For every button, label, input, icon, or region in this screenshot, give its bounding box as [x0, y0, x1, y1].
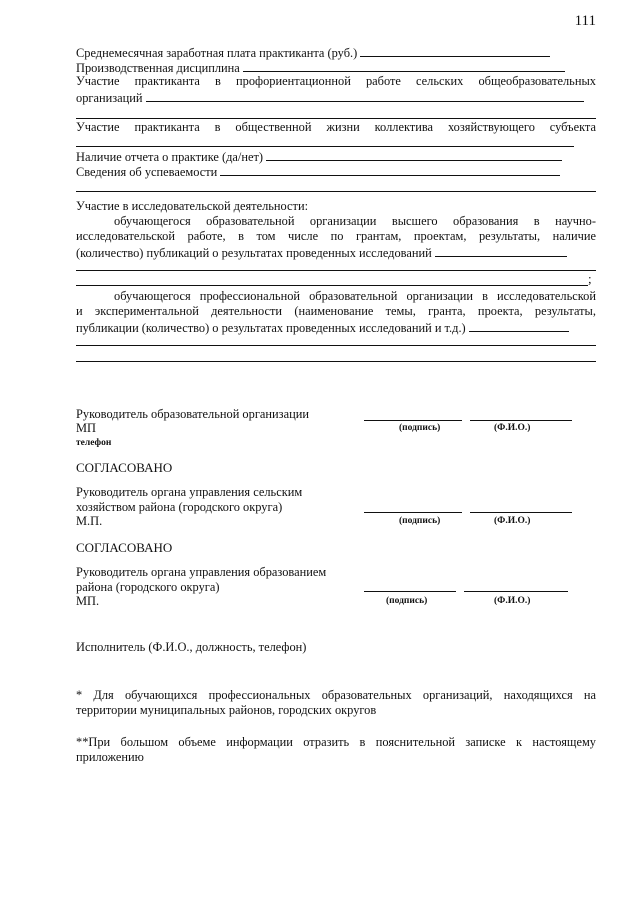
blank-line[interactable] — [76, 270, 596, 271]
blank-line[interactable] — [76, 345, 596, 346]
salary-label: Среднемесячная заработная плата практиканта (руб.) — [76, 46, 358, 60]
signature-caption: (подпись) — [399, 423, 441, 433]
signature-line[interactable] — [364, 512, 462, 513]
report-blank[interactable] — [266, 148, 562, 161]
phone-label: телефон — [76, 438, 112, 448]
footnote-2-line-1: **При большом объеме информации отразить в пояснительной записке к настоящему — [76, 735, 596, 749]
agri-title-line-1: Руководитель органа управления сельским — [76, 485, 303, 499]
performance-label: Сведения об успеваемости — [76, 165, 218, 179]
career-line-1: Участие практиканта в профориентационной работе сельских общеобразовательных — [76, 74, 596, 88]
fio-caption: (Ф.И.О.) — [494, 423, 531, 433]
research-higher-row-3 — [76, 244, 596, 261]
edu-title-line-1: Руководитель органа управления образованием — [76, 565, 327, 579]
research-higher-line-1: обучающегося образовательной организации высшего образования в научно- — [114, 214, 596, 228]
agreed-heading: СОГЛАСОВАНО — [76, 540, 173, 555]
blank-line[interactable] — [76, 191, 596, 192]
report-label: Наличие отчета о практике (да/нет) — [76, 150, 264, 164]
career-label-2: организаций — [76, 91, 143, 105]
fio-caption: (Ф.И.О.) — [494, 516, 531, 526]
career-blank[interactable] — [146, 89, 584, 102]
signature-line[interactable] — [364, 591, 456, 592]
executor-label: Исполнитель (Ф.И.О., должность, телефон) — [76, 640, 307, 654]
salary-blank[interactable] — [360, 44, 550, 57]
signature-caption: (подпись) — [399, 516, 441, 526]
career-row-2 — [76, 89, 596, 106]
research-prof-line-1: обучающегося профессиональной образовательной организации в исследовательской — [114, 289, 596, 303]
blank-line[interactable] — [76, 118, 596, 119]
footnote-2-line-2: приложению — [76, 750, 144, 764]
footnote-1-line-2: территории муниципальных районов, городских округов — [76, 703, 377, 717]
research-prof-line-2: и экспериментальной деятельности (наименование темы, гранта, проекта, результаты, — [76, 304, 596, 318]
research-higher-line-2: исследовательской работе, в том числе по грантам, проектам, результаты, наличие — [76, 229, 596, 243]
mp-label: М.П. — [76, 514, 103, 528]
discipline-label: Производственная дисциплина — [76, 61, 240, 75]
research-prof-blank[interactable] — [469, 319, 569, 332]
research-higher-blank[interactable] — [435, 244, 567, 257]
performance-row — [76, 163, 596, 180]
social-label: Участие практиканта в общественной жизни коллектива хозяйствующего субъекта — [76, 120, 596, 134]
fio-caption: (Ф.И.О.) — [494, 596, 531, 606]
footnote-1-line-1: * Для обучающихся профессиональных образовательных организаций, находящихся на — [76, 688, 596, 702]
research-prof-row-3 — [76, 319, 596, 336]
discipline-blank[interactable] — [243, 59, 565, 72]
head-title: Руководитель образовательной организации — [76, 407, 309, 421]
fio-line[interactable] — [470, 512, 572, 513]
blank-line[interactable] — [76, 361, 596, 362]
page-number: 111 — [574, 13, 596, 29]
agri-title-line-2: хозяйством района (городского округа) — [76, 500, 283, 514]
research-higher-line-3: (количество) публикаций о результатах проведенных исследований — [76, 246, 432, 260]
semicolon: ; — [588, 271, 592, 286]
fio-line[interactable] — [464, 591, 568, 592]
blank-line[interactable] — [76, 285, 588, 286]
research-prof-line-3: публикации (количество) о результатах проведенных исследований и т.д.) — [76, 321, 466, 335]
edu-title-line-2: района (городского округа) — [76, 580, 220, 594]
research-heading: Участие в исследовательской деятельности: — [76, 199, 309, 213]
agreed-heading: СОГЛАСОВАНО — [76, 460, 173, 475]
signature-caption: (подпись) — [386, 596, 428, 606]
mp-label: МП — [76, 421, 96, 435]
performance-blank[interactable] — [220, 163, 560, 176]
social-blank[interactable] — [76, 146, 574, 147]
mp-label: МП. — [76, 594, 100, 608]
